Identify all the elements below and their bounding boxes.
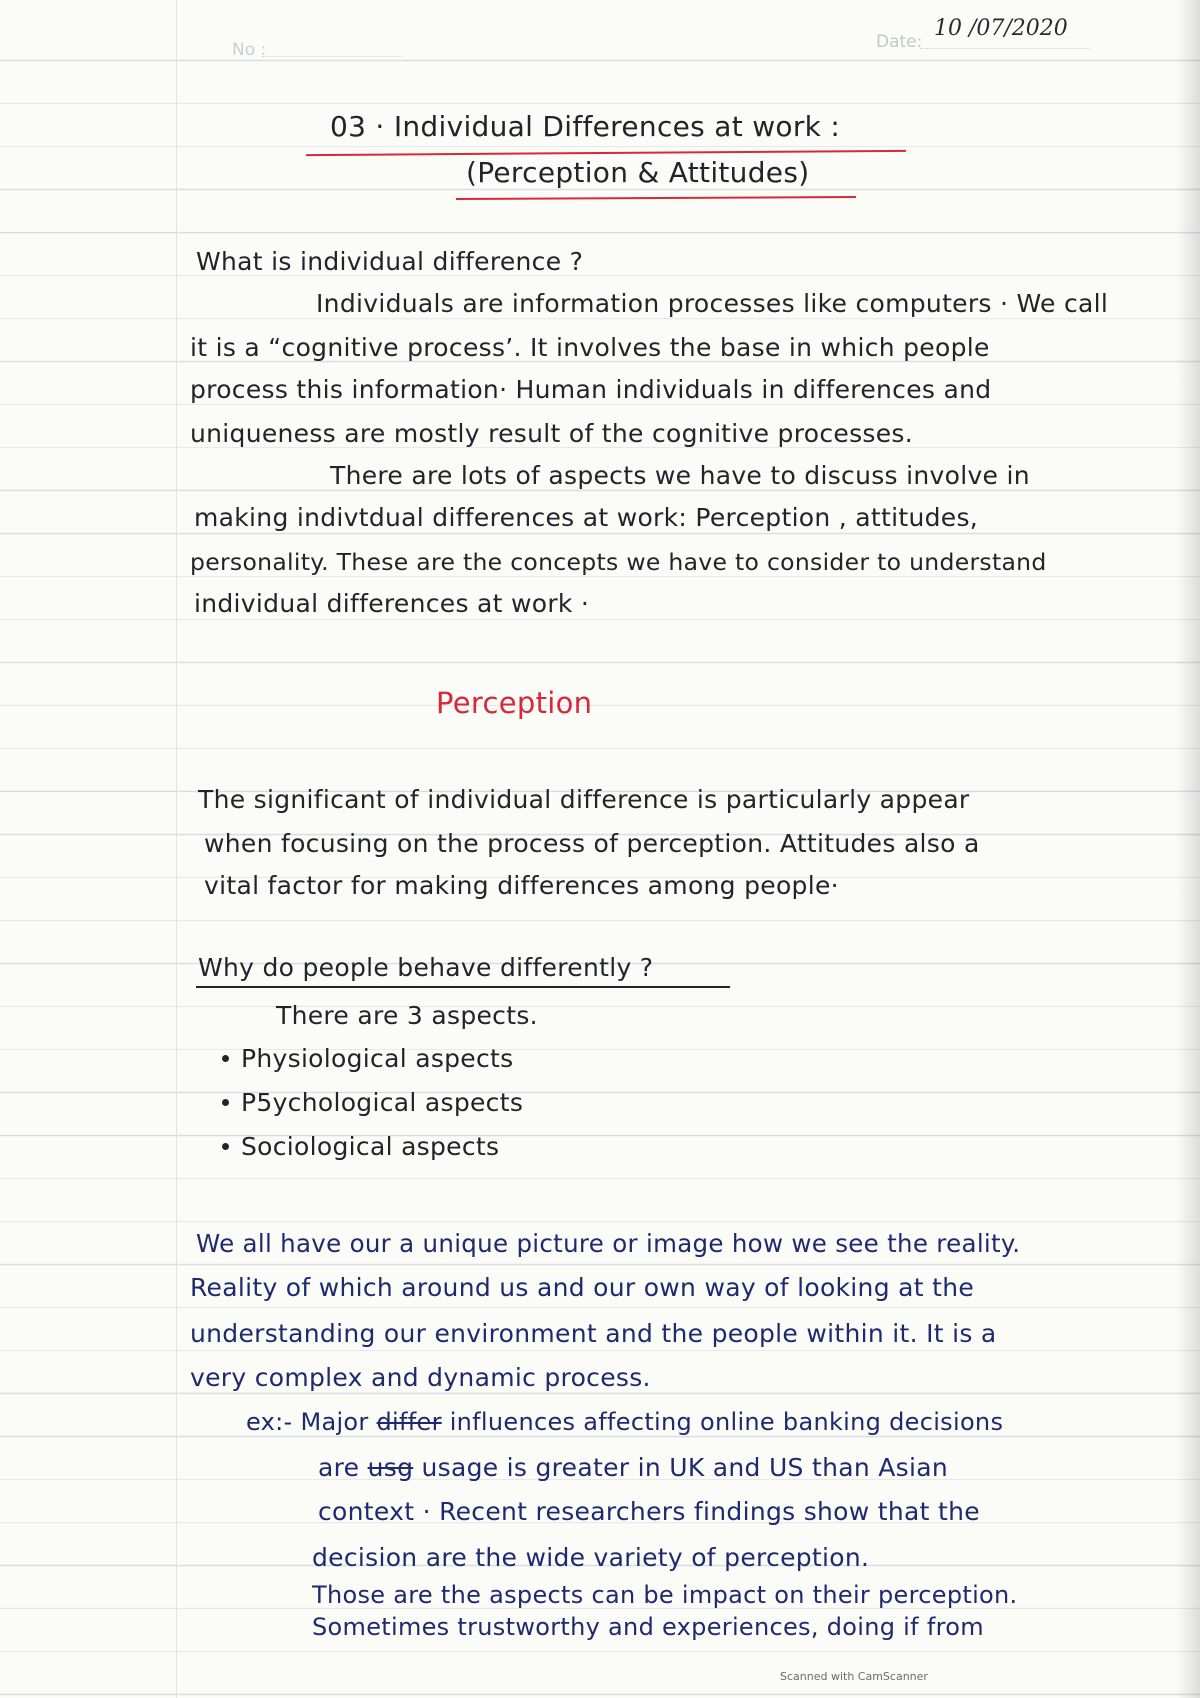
example-text: usage is greater in UK and US than Asian (421, 1453, 948, 1482)
intro-line: individual differences at work · (194, 589, 590, 618)
why-intro: There are 3 aspects. (276, 1001, 538, 1030)
date-line (920, 48, 1090, 49)
bullet-dot-icon (222, 1143, 229, 1150)
intro-line: making indivtdual differences at work: Perception , attitudes, (194, 503, 979, 532)
example-text: are (318, 1453, 360, 1482)
intro-line: process this information· Human individuals in differences and (190, 375, 992, 404)
scanner-watermark: Scanned with CamScanner (780, 1670, 928, 1683)
why-question: Why do people behave differently ? (198, 953, 654, 982)
example-line-4: decision are the wide variety of perception. (312, 1543, 870, 1572)
page-edge-shadow (1176, 0, 1200, 1698)
reality-line: very complex and dynamic process. (190, 1363, 651, 1392)
reality-line: Reality of which around us and our own way of looking at the (190, 1273, 975, 1302)
example-label: ex:- (246, 1408, 293, 1436)
bullet-item (222, 1088, 523, 1117)
page-title-line2: (Perception & Attitudes) (466, 156, 810, 189)
bullet-text: Physiological aspects (241, 1044, 514, 1073)
date-label: Date: (876, 32, 923, 52)
example-text: context · Recent researchers (318, 1497, 686, 1526)
reality-line: We all have our a unique picture or image how we see the reality. (196, 1229, 1021, 1258)
bullet-item (222, 1132, 499, 1161)
example-line-3 (318, 1490, 980, 1534)
bullet-dot-icon (222, 1099, 229, 1106)
page-number-line (262, 56, 402, 57)
perception-line: The significant of individual difference is particularly appear (198, 785, 970, 814)
page-number-label: No : (232, 40, 267, 60)
bullet-text: Sociological aspects (241, 1132, 500, 1161)
intro-line: Individuals are information processes like computers · We call (316, 289, 1109, 318)
bullet-dot-icon (222, 1055, 229, 1062)
struck-text: usg (367, 1453, 414, 1482)
reality-line: understanding our environment and the people within it. It is a (190, 1319, 997, 1348)
intro-line: uniqueness are mostly result of the cognitive processes. (190, 419, 913, 448)
example-line-1 (246, 1400, 1003, 1444)
example-line-6: Sometimes trustworthy and experiences, doing if from (312, 1613, 984, 1641)
example-text: findings show that the (693, 1497, 980, 1526)
bullet-text: P5ychological aspects (241, 1088, 524, 1117)
example-line-2 (318, 1446, 948, 1490)
intro-question: What is individual difference ? (196, 247, 584, 276)
perception-line: vital factor for making differences among people· (204, 871, 839, 900)
struck-text: differ (376, 1408, 442, 1436)
intro-line: personality. These are the concepts we have to consider to understand (190, 548, 1047, 576)
section-heading-perception: Perception (436, 686, 593, 720)
example-text: Major (300, 1408, 369, 1436)
title-underline-2 (456, 196, 856, 200)
date-value: 10 /07/2020 (934, 16, 1068, 41)
intro-line: it is a “cognitive process’. It involves the base in which people (190, 333, 990, 362)
perception-line: when focusing on the process of perception. Attitudes also a (204, 829, 980, 858)
page-title-line1: 03 · Individual Differences at work : (330, 110, 841, 143)
margin-line (176, 0, 177, 1698)
example-line-5: Those are the aspects can be impact on their perception. (312, 1581, 1018, 1609)
why-underline (196, 986, 730, 988)
bullet-item (222, 1044, 513, 1073)
intro-line: There are lots of aspects we have to discuss involve in (330, 461, 1030, 490)
example-text: influences affecting online banking decisions (449, 1408, 1004, 1436)
